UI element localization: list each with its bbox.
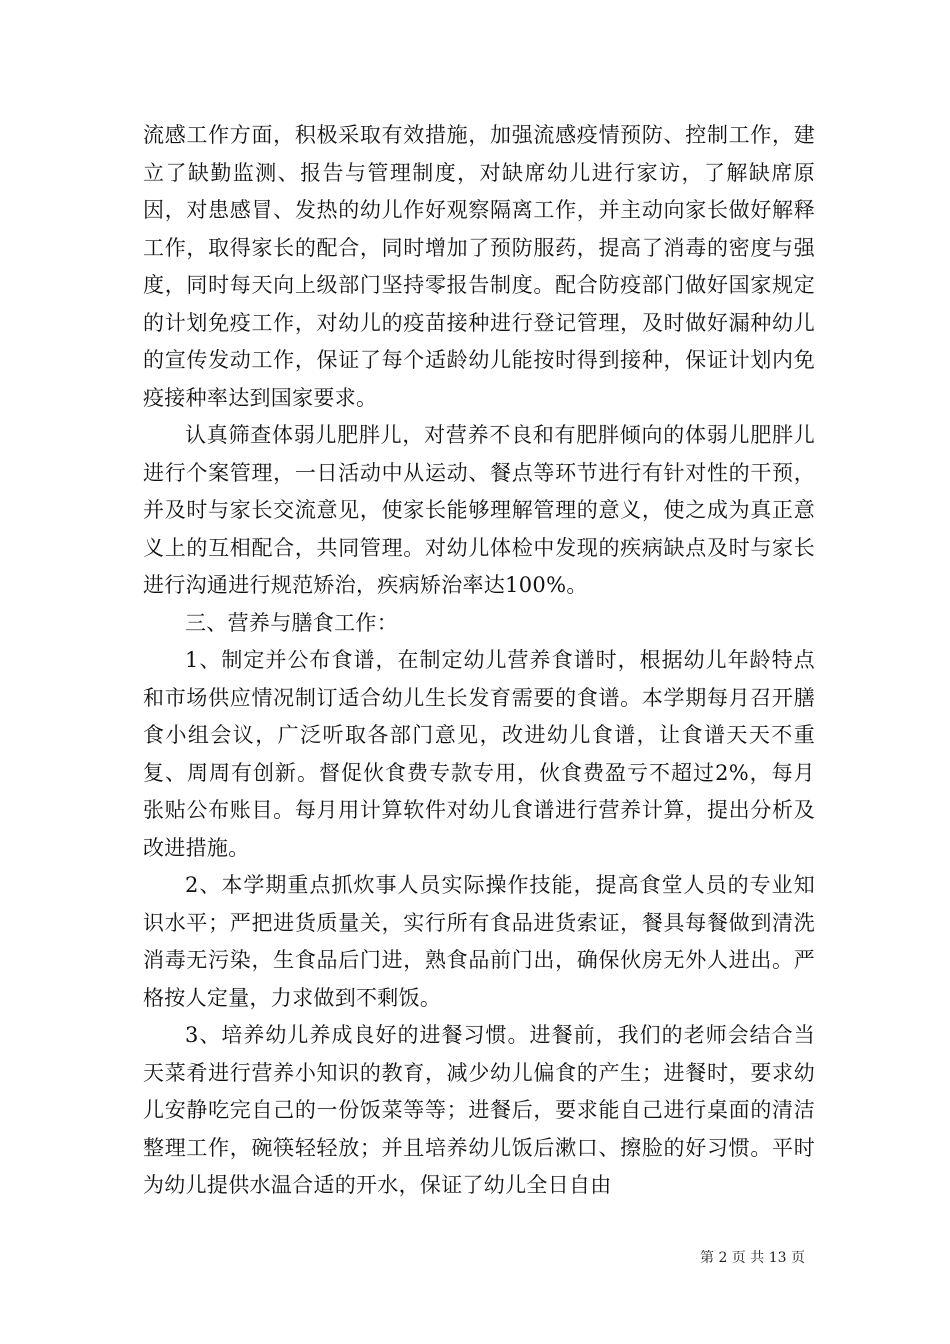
section-heading-nutrition: 三、营养与膳食工作： bbox=[185, 610, 398, 635]
paragraph-flu-prevention: 流感工作方面，积极采取有效措施，加强流感疫情预防、控制工作，建立了缺勤监测、报告与管理制度，对缺席幼儿进行家访，了解缺席原因，对患感冒、发热的幼儿作好观察隔离工作，并主动向家长做好解释工作，取得家长的配合，同时增加了预防服药，提高了消毒的密度与强度，同时每天向上级部门坚持零报告制度。配合防疫部门做好国家规定的计划免疫工作，对幼儿的疫苗接种进行登记管理，及时做好漏种幼儿的宣传发动工作，保证了每个适龄幼儿能按时得到接种，保证计划内免疫接种率达到国家要求。 bbox=[143, 123, 815, 410]
body-text bbox=[143, 117, 815, 1205]
page-number: 第 2 页 共 13 页 bbox=[700, 1250, 805, 1266]
paragraph-item-2-kitchen: 2、本学期重点抓炊事人员实际操作技能，提高食堂人员的专业知识水平；严把进货质量关，实行所有食品进货索证，餐具每餐做到清洗消毒无污染，生食品后门进，熟食品前门出，确保伙房无外人进出。严格按人定量，力求做到不剩饭。 bbox=[143, 873, 815, 1010]
paragraph-item-1-menu: 1、制定并公布食谱，在制定幼儿营养食谱时，根据幼儿年龄特点和市场供应情况制订适合幼儿生长发育需要的食谱。本学期每月召开膳食小组会议，广泛听取各部门意见，改进幼儿食谱，让食谱天天不重复、周周有创新。督促伙食费专款专用，伙食费盈亏不超过2%，每月张贴公布账目。每月用计算软件对幼儿食谱进行营养计算，提出分析及改进措施。 bbox=[143, 648, 815, 860]
paragraph-item-3-eating-habits: 3、培养幼儿养成良好的进餐习惯。进餐前，我们的老师会结合当天菜肴进行营养小知识的教育，减少幼儿偏食的产生；进餐时，要求幼儿安静吃完自己的一份饭菜等等；进餐后，要求能自己进行桌面的清洁整理工作，碗筷轻轻放；并且培养幼儿饭后漱口、擦脸的好习惯。平时为幼儿提供水温合适的开水，保证了幼儿全日自由 bbox=[143, 1023, 815, 1197]
paragraph-weak-obese-children: 认真筛查体弱儿肥胖儿，对营养不良和有肥胖倾向的体弱儿肥胖儿进行个案管理，一日活动中从运动、餐点等环节进行有针对性的干预，并及时与家长交流意见，使家长能够理解管理的意义，使之成为真正意义上的互相配合，共同管理。对幼儿体检中发现的疾病缺点及时与家长进行沟通进行规范矫治，疾病矫治率达100%。 bbox=[143, 423, 815, 597]
